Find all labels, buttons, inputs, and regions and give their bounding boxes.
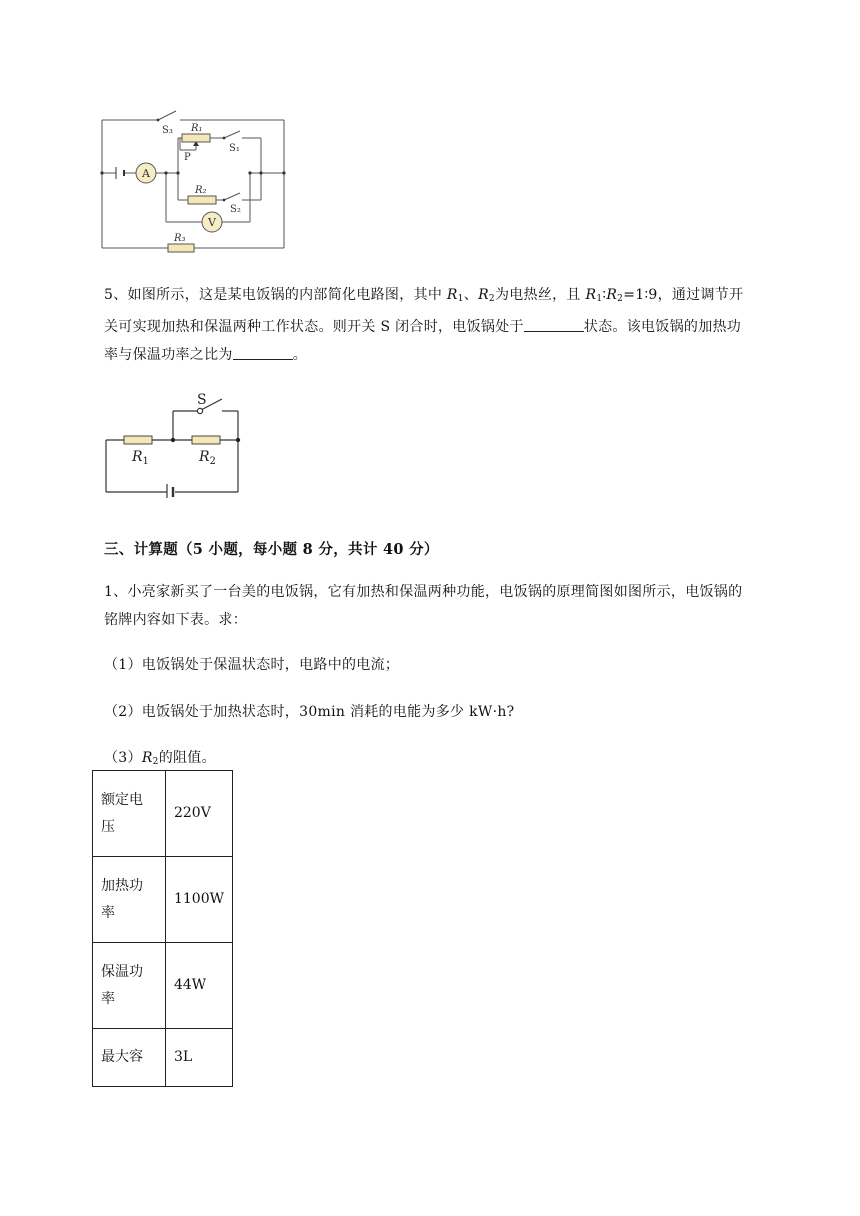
problem-1-sub-1: （1）电饭锅处于保温状态时，电路中的电流； [104,657,400,673]
table-row [93,943,233,1029]
spec-value-cell: 220V [165,771,232,857]
r2-label: R₂ [195,185,207,196]
table-row [93,857,233,943]
problem-1-sub-2: （2）电饭锅处于加热状态时，30min 消耗的电能为多少 kW·h? [104,704,515,720]
r1-label: R₁ [191,123,203,134]
s3-label: S₃ [162,125,173,136]
circuit-diagram-2 [100,386,250,498]
spec-label-cell: 额定电 压 [93,771,166,857]
table-row [93,1029,233,1087]
problem-1-line-2: 铭牌内容如下表。求： [104,612,247,628]
answer-blank-2[interactable] [233,343,293,360]
p-label: P [184,152,191,163]
spec-label-cell: 最大容 [93,1029,166,1087]
question-5 [104,281,804,369]
question-5-line-3: 率与保温功率之比为 。 [104,341,804,369]
section-heading: 三、计算题（5 小题，每小题 8 分，共计 40 分） [104,541,439,558]
spec-value-cell: 1100W [165,857,232,943]
table-row [93,771,233,857]
r2-label: $R_2$ [199,449,216,467]
spec-value-cell: 3L [165,1029,232,1087]
answer-blank-1[interactable] [524,315,584,332]
ammeter-label: A [142,167,150,180]
problem-1-line-1: 1、小亮家新买了一台美的电饭锅，它有加热和保温两种功能，电饭锅的原理简图如图所示，电饭锅的 [104,584,743,600]
s1-label: S₁ [229,143,240,154]
circuit-diagram-1 [96,108,292,254]
spec-label-cell: 加热功 率 [93,857,166,943]
s2-label: S₂ [230,204,241,215]
switch-s-label: S [197,392,207,408]
r3-label: R₃ [174,233,186,244]
spec-label-cell: 保温功 率 [93,943,166,1029]
question-5-line-2: 关可实现加热和保温两种工作状态。则开关 S 闭合时，电饭锅处于 状态。该电饭锅的加热功 [104,313,804,341]
question-5-line-1: 5、如图所示，这是某电饭锅的内部简化电路图，其中 $R_1$、$R_2$为电热丝，且 $R_1∶R_2=1∶9$，通过调节开 [104,287,744,304]
spec-table [92,770,233,1087]
problem-1-sub-3: $(3)R_2$的阻值。 [104,750,216,767]
spec-value-cell: 44W [165,943,232,1029]
r1-label: $R_1$ [132,449,149,467]
voltmeter-label: V [208,216,216,229]
